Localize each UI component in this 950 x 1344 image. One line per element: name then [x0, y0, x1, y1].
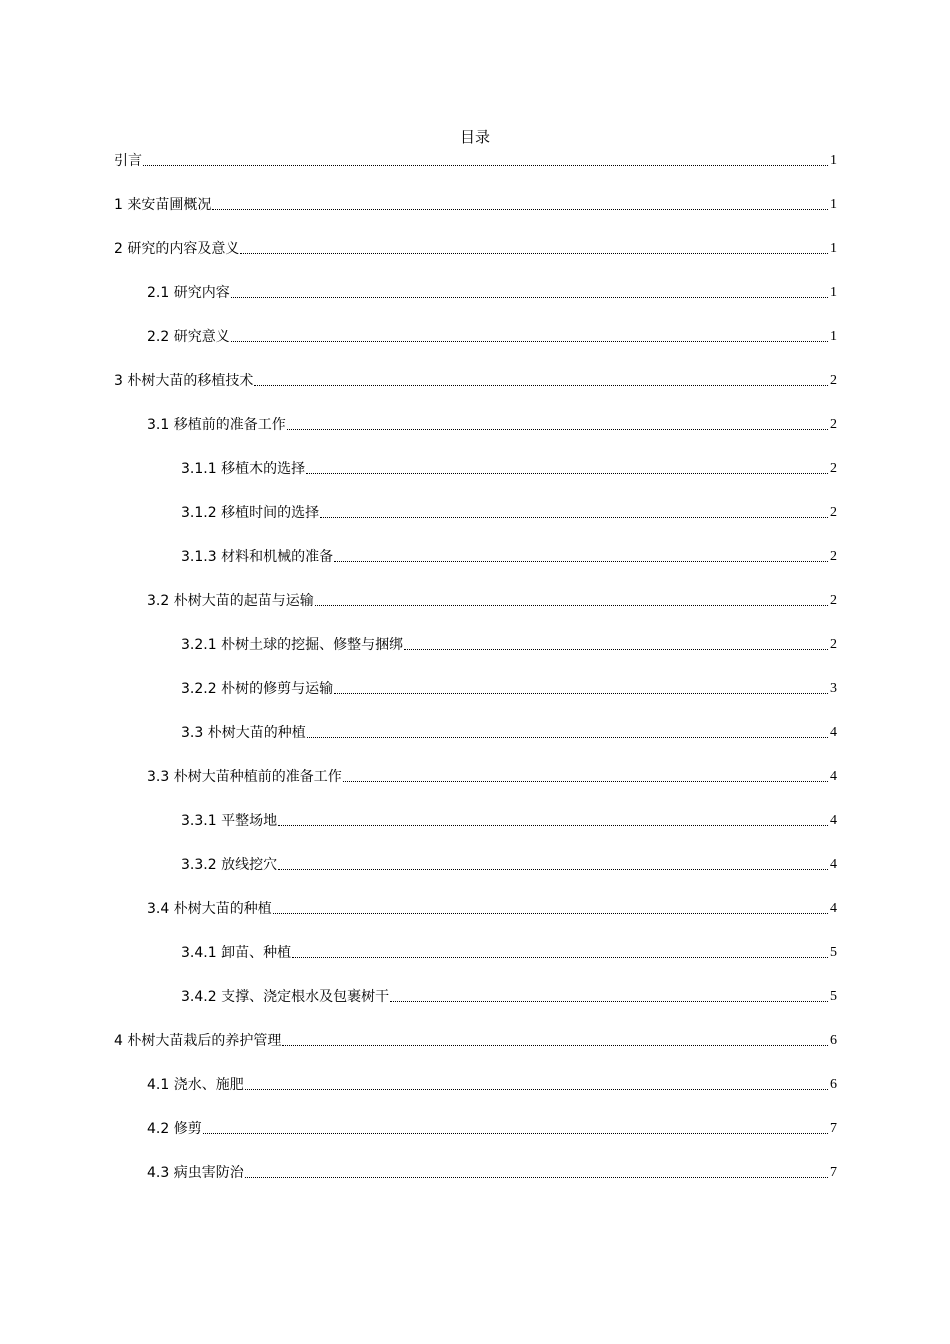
toc-leader	[292, 956, 828, 958]
toc-entry-text: 3.1.3 材料和机械的准备	[181, 549, 334, 565]
toc-page-number: 4	[830, 725, 837, 740]
toc-leader	[231, 340, 828, 342]
toc-entry[interactable]	[147, 282, 837, 304]
toc-entry[interactable]	[181, 986, 837, 1008]
toc-entry-text: 3.3.1 平整场地	[181, 813, 278, 829]
toc-entry[interactable]	[181, 722, 837, 744]
toc-leader	[278, 868, 828, 870]
toc-entry-text: 3.1 移植前的准备工作	[147, 417, 286, 433]
toc-page-number: 1	[830, 285, 837, 300]
toc-page-number: 7	[830, 1121, 837, 1136]
toc-leader	[315, 604, 828, 606]
toc-page-number: 5	[830, 989, 837, 1004]
toc-entry-text: 3 朴树大苗的移植技术	[114, 373, 254, 389]
toc-entry[interactable]	[181, 810, 837, 832]
toc-leader	[404, 648, 828, 650]
toc-page-number: 2	[830, 373, 837, 388]
toc-entry-text: 3.1.2 移植时间的选择	[181, 505, 320, 521]
toc-entry[interactable]	[114, 370, 837, 392]
toc-leader	[231, 296, 828, 298]
toc-leader	[307, 736, 828, 738]
toc-page-number: 6	[830, 1033, 837, 1048]
toc-entry-text: 1 来安苗圃概况	[114, 197, 212, 213]
toc-page-number: 6	[830, 1077, 837, 1092]
toc-title: 目录	[459, 128, 490, 146]
toc-entry-text: 4.2 修剪	[147, 1121, 202, 1137]
toc-leader	[240, 252, 828, 254]
toc-entry[interactable]	[147, 590, 837, 612]
toc-entry-text: 3.4.2 支撑、浇定根水及包裹树干	[181, 989, 390, 1005]
toc-entry[interactable]	[147, 326, 837, 348]
toc-entry[interactable]	[114, 150, 837, 172]
toc-page-number: 2	[830, 637, 837, 652]
toc-page-number: 2	[830, 417, 837, 432]
toc-leader	[143, 164, 828, 166]
toc-leader	[320, 516, 828, 518]
toc-entry[interactable]	[181, 458, 837, 480]
toc-entry-text: 4.1 浇水、施肥	[147, 1077, 244, 1093]
toc-leader	[254, 384, 828, 386]
toc-entry-text: 3.3 朴树大苗的种植	[181, 725, 306, 741]
toc-entry[interactable]	[147, 414, 837, 436]
toc-entry[interactable]	[114, 238, 837, 260]
toc-entry-text: 3.4 朴树大苗的种植	[147, 901, 272, 917]
toc-leader	[273, 912, 828, 914]
toc-page-number: 1	[830, 241, 837, 256]
toc-entry-text: 4.3 病虫害防治	[147, 1165, 244, 1181]
toc-entry-text: 3.2 朴树大苗的起苗与运输	[147, 593, 314, 609]
toc-page-number: 1	[830, 329, 837, 344]
toc-entry[interactable]	[147, 766, 837, 788]
toc-entry[interactable]	[147, 1162, 837, 1184]
toc-entry[interactable]	[181, 678, 837, 700]
toc-entry[interactable]	[181, 854, 837, 876]
toc-entry-text: 2.1 研究内容	[147, 285, 230, 301]
toc-page-number: 1	[830, 153, 837, 168]
toc-entry-text: 3.3 朴树大苗种植前的准备工作	[147, 769, 342, 785]
toc-entry[interactable]	[181, 942, 837, 964]
toc-entry[interactable]	[181, 546, 837, 568]
toc-entry-text: 3.3.2 放线挖穴	[181, 857, 278, 873]
toc-leader	[203, 1132, 828, 1134]
toc-leader	[212, 208, 828, 210]
toc-entry-text: 3.4.1 卸苗、种植	[181, 945, 292, 961]
toc-leader	[245, 1088, 828, 1090]
toc-leader	[343, 780, 828, 782]
toc-entry-text: 引言	[114, 153, 142, 169]
toc-leader	[390, 1000, 828, 1002]
toc-entry[interactable]	[181, 502, 837, 524]
toc-page-number: 4	[830, 813, 837, 828]
toc-page-number: 3	[830, 681, 837, 696]
toc-entry[interactable]	[147, 898, 837, 920]
toc-entry-text: 3.2.2 朴树的修剪与运输	[181, 681, 334, 697]
toc-entry[interactable]	[114, 1030, 837, 1052]
toc-page-number: 4	[830, 901, 837, 916]
toc-leader	[278, 824, 828, 826]
toc-page-number: 4	[830, 857, 837, 872]
toc-page-number: 5	[830, 945, 837, 960]
toc-page-number: 4	[830, 769, 837, 784]
toc-page-number: 2	[830, 505, 837, 520]
toc-leader	[306, 472, 828, 474]
toc-entry[interactable]	[181, 634, 837, 656]
toc-leader	[282, 1044, 828, 1046]
toc-leader	[334, 692, 828, 694]
toc-entry[interactable]	[114, 194, 837, 216]
toc-entry[interactable]	[147, 1118, 837, 1140]
toc-leader	[245, 1176, 828, 1178]
toc-leader	[287, 428, 828, 430]
toc-entry-text: 2.2 研究意义	[147, 329, 230, 345]
toc-page-number: 2	[830, 593, 837, 608]
toc-leader	[334, 560, 828, 562]
toc-entry-text: 2 研究的内容及意义	[114, 241, 240, 257]
toc-entry[interactable]	[147, 1074, 837, 1096]
toc-page-number: 2	[830, 461, 837, 476]
toc-entry-text: 4 朴树大苗栽后的养护管理	[114, 1033, 282, 1049]
toc-page-number: 7	[830, 1165, 837, 1180]
toc-entry-text: 3.1.1 移植木的选择	[181, 461, 306, 477]
toc-page-number: 1	[830, 197, 837, 212]
toc-page-number: 2	[830, 549, 837, 564]
toc-entry-text: 3.2.1 朴树土球的挖掘、修整与捆绑	[181, 637, 404, 653]
